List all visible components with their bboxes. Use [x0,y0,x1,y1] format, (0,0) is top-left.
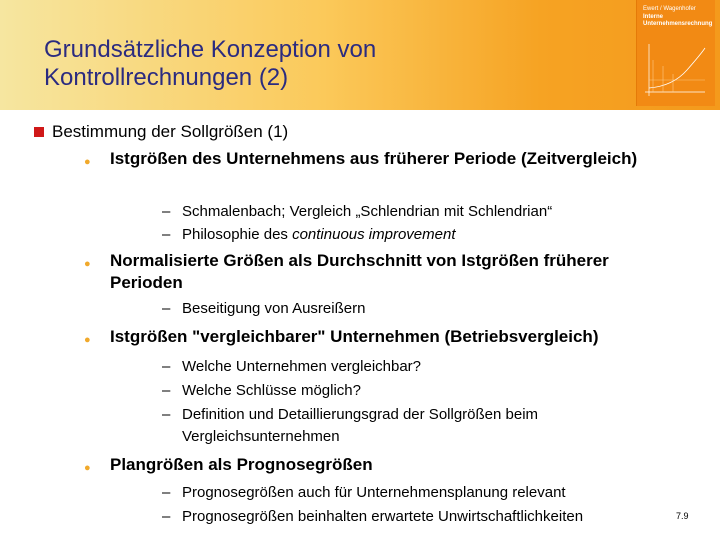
sub-item [162,404,622,448]
square-bullet-icon [34,127,44,137]
item-text: Normalisierte Größen als Durchschnitt von Istgrößen früherer Perioden [110,251,609,292]
dash-bullet-icon: – [162,484,171,501]
book-author: Ewert / Wagenhofer [643,6,696,12]
round-bullet-icon: ● [84,156,91,168]
sub-item [162,356,652,378]
dash-bullet-icon: – [162,508,171,525]
dash-bullet-icon: – [162,300,171,317]
dash-bullet-icon: – [162,382,171,399]
sub-item-text: Beseitigung von Ausreißern [182,300,366,317]
page-number: 7.9 [676,511,689,521]
title-line-2: Kontrollrechnungen (2) [44,64,289,91]
sub-item [162,482,672,504]
sub-item-text: Schmalenbach; Vergleich „Schlendrian mit Schlendrian“ [182,203,553,220]
book-title-2: Unternehmensrechnung [643,21,713,27]
sub-item-text: Prognosegrößen beinhalten erwartete Unwirtschaftlichkeiten [182,508,584,525]
list-item [84,454,700,476]
book-title-1: Interne [643,14,664,20]
round-bullet-icon: ● [84,462,91,474]
sub-item-text: Welche Schlüsse möglich? [182,382,361,399]
dash-bullet-icon: – [162,203,171,220]
sub-item-text: Philosophie des [182,226,293,243]
dash-bullet-icon: – [162,358,171,375]
round-bullet-icon: ● [84,334,91,346]
sub-item [162,298,652,320]
list-item [84,148,700,170]
list-item [84,250,630,294]
item-text: Istgrößen "vergleichbarer" Unternehmen (Betriebsvergleich) [110,327,599,346]
round-bullet-icon: ● [84,258,91,270]
item-text: Istgrößen des Unternehmens aus früherer Periode (Zeitvergleich) [110,149,638,168]
sub-item [162,380,652,402]
sub-item-emphasis: continuous improvement [292,226,456,243]
level1-text: Bestimmung der Sollgrößen (1) [52,122,289,141]
list-item [84,326,700,348]
item-text: Plangrößen als Prognosegrößen [110,455,373,474]
sub-item [162,224,652,246]
dash-bullet-icon: – [162,406,171,423]
title-line-1: Grundsätzliche Konzeption von [44,36,377,63]
dash-bullet-icon: – [162,226,171,243]
sub-item [162,506,682,528]
sub-item [162,201,652,223]
level1-bullet [34,122,288,142]
sub-item-text: Prognosegrößen auch für Unternehmensplanung relevant [182,484,566,501]
sub-item-text: Welche Unternehmen vergleichbar? [182,358,422,375]
sub-item-text: Definition und Detaillierungsgrad der Sollgrößen beim Vergleichsunternehmen [182,406,539,445]
